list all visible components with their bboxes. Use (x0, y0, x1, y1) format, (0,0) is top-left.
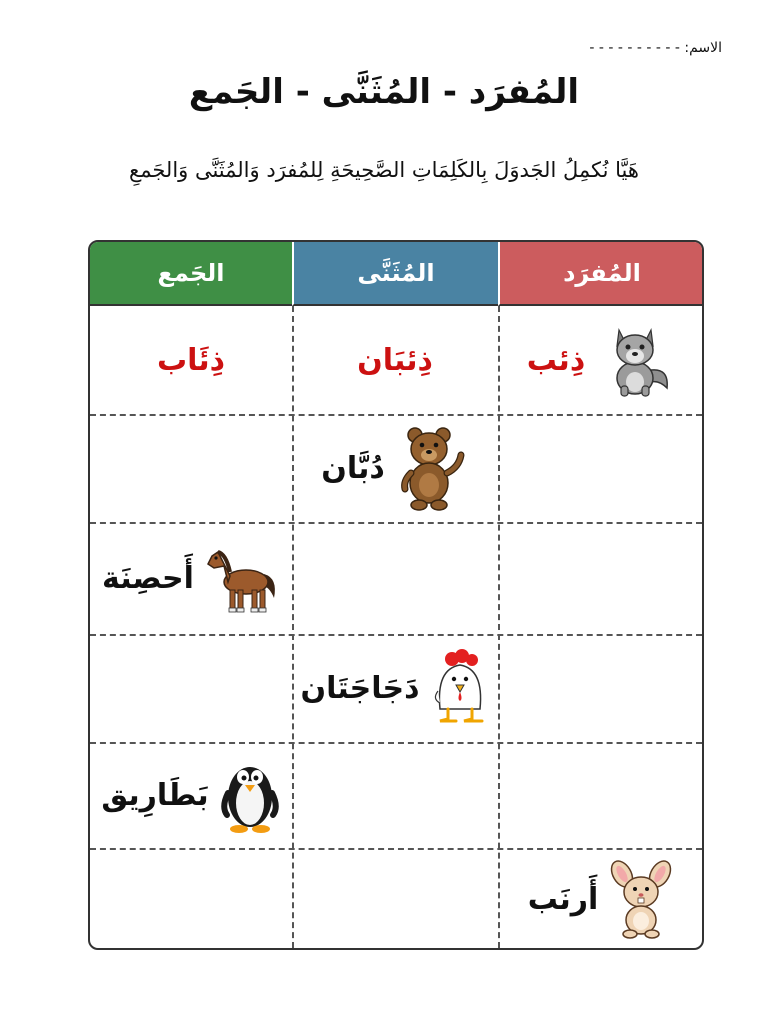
word-rabbit-singular: أَرنَب (527, 881, 599, 917)
cell-plural-row5 (90, 742, 292, 848)
word-penguin-plural: بَطَارِيق (101, 777, 209, 813)
word-bear-dual: دُبَّان (321, 450, 385, 486)
name-field-label: الاسم: - - - - - - - - - - (589, 40, 722, 56)
cell-singular-row6 (498, 848, 704, 950)
chicken-icon (430, 649, 490, 727)
header-singular: المُفرَد (498, 242, 704, 306)
bear-icon (395, 423, 469, 513)
instruction-text: هَيَّا نُكمِلُ الجَدوَلَ بِالكَلِمَاتِ الصَّحِيحَةِ لِلمُفرَد وَالمُثَنَّى وَالجَمعِ (129, 158, 639, 182)
word-chicken-dual: دَجَاجَتَان (300, 670, 420, 706)
cell-plural-row1 (90, 306, 292, 414)
header-dual: المُثَنَّى (292, 242, 498, 306)
cell-dual-row1 (292, 306, 498, 414)
word-wolf-plural: ذِئَاب (156, 342, 226, 378)
penguin-icon (219, 755, 281, 835)
word-wolf-dual: ذِئبَان (357, 342, 433, 378)
cell-dual-row4 (292, 634, 498, 742)
cell-dual-row2 (292, 414, 498, 522)
page-title: المُفرَد - المُثَنَّى - الجَمع (188, 72, 580, 112)
header-plural: الجَمع (90, 242, 292, 306)
cell-plural-row3 (90, 522, 292, 634)
wolf-icon (595, 320, 675, 400)
worksheet-table (88, 240, 704, 950)
horse-icon (204, 538, 280, 618)
word-wolf-singular: ذِئب (526, 342, 586, 378)
cell-singular-row1 (498, 306, 704, 414)
rabbit-icon (608, 858, 674, 940)
word-horse-plural: أَحصِنَة (102, 560, 194, 596)
